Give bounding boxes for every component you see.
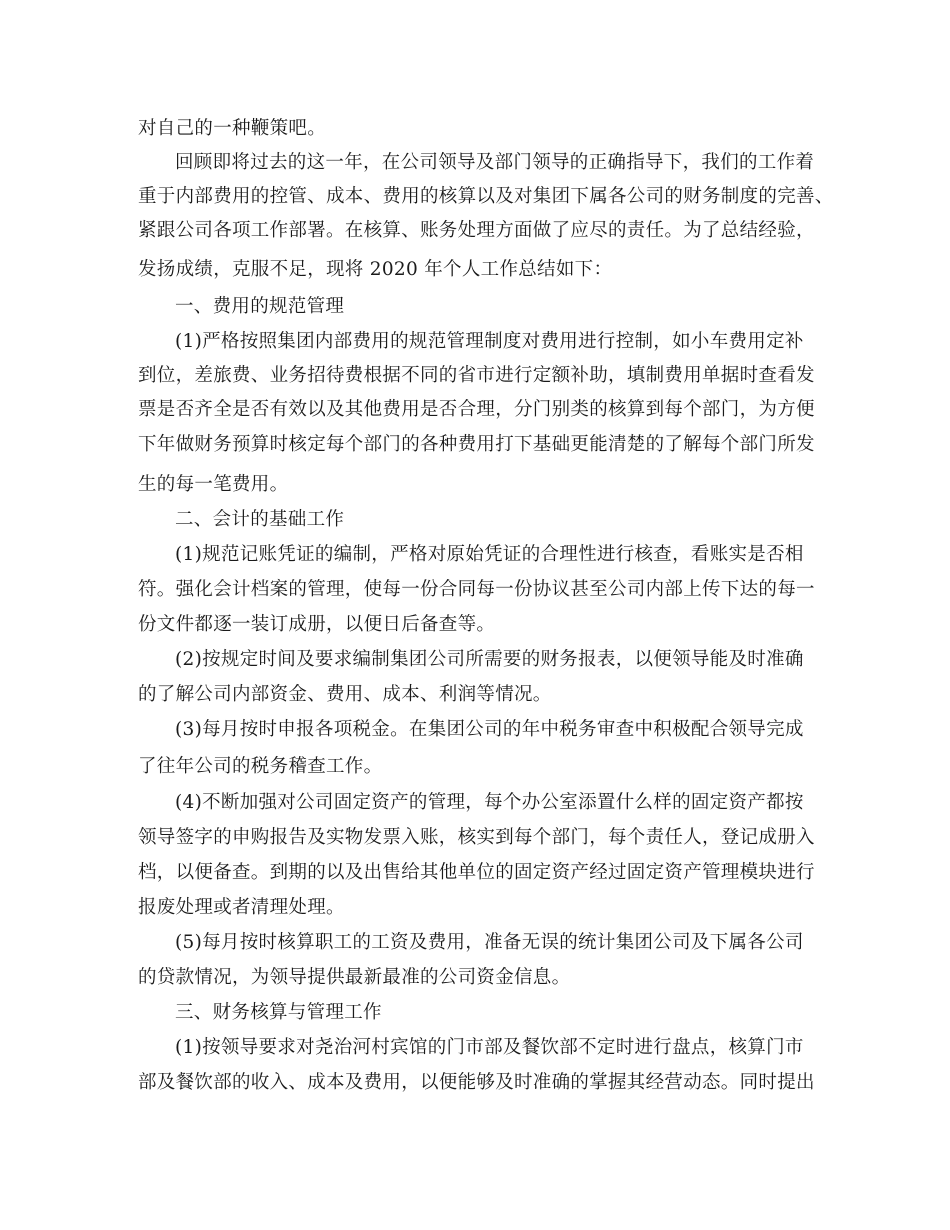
paragraph-start: (1)按领导要求对尧治河村宾馆的门市部及餐饮部不定时进行盘点，核算门市 — [175, 1037, 804, 1058]
text-line: 对自己的一种鞭策吧。 — [138, 118, 327, 139]
text-line: 下年做财务预算时核定每个部门的各种费用打下基础更能清楚的了解每个部门所发 — [138, 434, 815, 455]
section-heading: 一、费用的规范管理 — [175, 296, 345, 317]
text-line: 领导签字的申购报告及实物发票入账，核实到每个部门，每个责任人，登记成册入 — [138, 827, 815, 848]
text-line: 的贷款情况，为领导提供最新最准的公司资金信息。 — [138, 967, 571, 988]
text-line: 生的每一笔费用。 — [138, 474, 289, 495]
paragraph-start: (3)每月按时申报各项税金。在集团公司的年中税务审查中积极配合领导完成 — [175, 719, 804, 740]
section-heading: 二、会计的基础工作 — [175, 509, 345, 530]
text-line: 符。强化会计档案的管理，使每一份合同每一份协议甚至公司内部上传下达的每一 — [138, 579, 815, 600]
section-heading: 三、财务核算与管理工作 — [175, 1002, 382, 1023]
text-line: 到位，差旅费、业务招待费根据不同的省市进行定额补助，填制费用单据时查看发 — [138, 365, 815, 386]
text-line: 份文件都逐一装订成册，以便日后备查等。 — [138, 614, 496, 635]
paragraph-start: (4)不断加强对公司固定资产的管理，每个办公室添置什么样的固定资产都按 — [175, 792, 804, 813]
text-line: 发扬成绩，克服不足，现将 2020 年个人工作总结如下： — [138, 259, 613, 280]
paragraph-start: (5)每月按时核算职工的工资及费用，准备无误的统计集团公司及下属各公司 — [175, 932, 804, 953]
paragraph-start: 回顾即将过去的这一年，在公司领导及部门领导的正确指导下，我们的工作着 — [175, 152, 815, 173]
text-line: 紧跟公司各项工作部署。在核算、账务处理方面做了应尽的责任。为了总结经验， — [138, 220, 815, 241]
text-line: 票是否齐全是否有效以及其他费用是否合理，分门别类的核算到每个部门，为方便 — [138, 399, 815, 420]
paragraph-start: (2)按规定时间及要求编制集团公司所需要的财务报表，以便领导能及时准确 — [175, 649, 804, 670]
paragraph-start: (1)规范记账凭证的编制，严格对原始凭证的合理性进行核查，看账实是否相 — [175, 544, 804, 565]
text-line: 报废处理或者清理处理。 — [138, 897, 345, 918]
text-line: 部及餐饮部的收入、成本及费用，以便能够及时准确的掌握其经营动态。同时提出 — [138, 1072, 815, 1093]
text-line: 了往年公司的税务稽查工作。 — [138, 756, 383, 777]
text-line: 档，以便备查。到期的以及出售给其他单位的固定资产经过固定资产管理模块进行 — [138, 862, 815, 883]
paragraph-start: (1)严格按照集团内部费用的规范管理制度对费用进行控制，如小车费用定补 — [175, 331, 804, 352]
text-line: 重于内部费用的控管、成本、费用的核算以及对集团下属各公司的财务制度的完善、 — [138, 186, 834, 207]
text-line: 的了解公司内部资金、费用、成本、利润等情况。 — [138, 684, 552, 705]
